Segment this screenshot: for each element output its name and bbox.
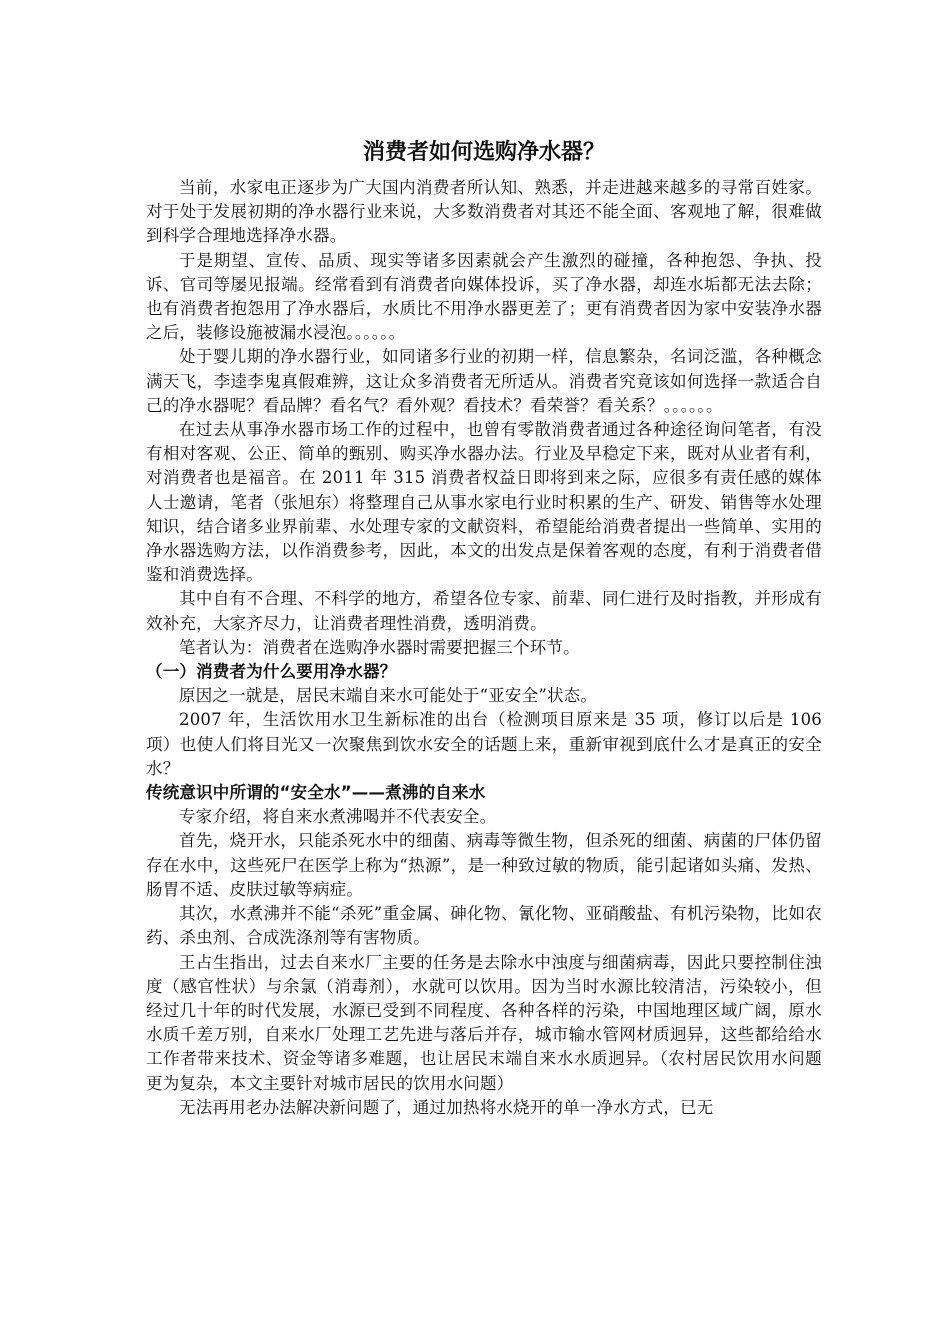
paragraph: 无法再用老办法解决新问题了，通过加热将水烧开的单一净水方式，已无	[179, 1097, 714, 1117]
paragraph: 2007 年，生活饮用水卫生新标准的出台（检测项目原来是 35 项，修订以后是 106 项）也使人们将目光又一次聚焦到饮水安全的话题上来，重新审视到底什么才是真正的安全水？	[146, 710, 822, 778]
paragraph: 其中自有不合理、不科学的地方，希望各位专家、前辈、同仁进行及时指教，并形成有效补充，大家齐尽力，让消费者理性消费，透明消费。	[146, 589, 822, 633]
paragraph: 其次，水煮沸并不能“杀死”重金属、砷化物、氰化物、亚硝酸盐、有机污染物，比如农药、杀虫剂、合成洗涤剂等有害物质。	[146, 904, 822, 948]
paragraph: 原因之一就是，居民末端自来水可能处于“亚安全”状态。	[179, 686, 598, 706]
paragraph: 王占生指出，过去自来水厂主要的任务是去除水中浊度与细菌病毒，因此只要控制住浊度（感官性状）与余氯（消毒剂），水就可以饮用。因为当时水源比较清洁，污染较小，但经过几十年的时代发展，水源已受到不同程度、各种各样的污染，中国地理区域广阔，原水水质千差万别，自来水厂处理工艺先进与落后并存，城市输水管网材质迥异，这些都给给水工作者带来技术、资金等诸多难题，也让居民末端自来水水质迥异。（农村居民饮用水问题更为复杂，本文主要针对城市居民的饮用水问题）	[146, 952, 822, 1093]
document-blocks	[146, 176, 822, 1120]
section-heading: （一）消费者为什么要用净水器？	[146, 662, 397, 682]
paragraph: 专家介绍，将自来水煮沸喝并不代表安全。	[179, 807, 497, 827]
paragraph: 在过去从事净水器市场工作的过程中，也曾有零散消费者通过各种途径询问笔者，有没有相对客观、公正、简单的甄别、购买净水器办法。行业及早稳定下来，既对从业者有利，对消费者也是福音。在 2011 年 315 消费者权益日即将到来之际，应很多有责任感的媒体人士邀请，笔者（张旭东）将整理自己从事水家电行业时积累的生产、研发、销售等水处理知识，结合诸多业界前辈、水处理专家的文献资料，希望能给消费者提出一些简单、实用的净水器选购方法，以作消费参考，因此，本文的出发点是保着客观的态度，有利于消费者借鉴和消费选择。	[146, 420, 822, 585]
paragraph: 于是期望、宣传、品质、现实等诸多因素就会产生激烈的碰撞，各种抱怨、争执、投诉、官司等屡见报端。经常看到有消费者向媒体投诉，买了净水器，却连水垢都无法去除；也有消费者抱怨用了净水器后，水质比不用净水器更差了；更有消费者因为家中安装净水器之后，装修设施被漏水浸泡。。。。。。	[146, 250, 822, 343]
paragraph: 首先，烧开水，只能杀死水中的细菌、病毒等微生物，但杀死的细菌、病菌的尸体仍留存在水中，这些死尸在医学上称为“热源”，是一种致过敏的物质，能引起诸如头痛、发热、肠胃不适、皮肤过敏等病症。	[146, 831, 822, 899]
document-body	[146, 138, 822, 1120]
paragraph: 笔者认为：消费者在选购净水器时需要把握三个环节。	[179, 637, 580, 657]
document-title: 消费者如何选购净水器？	[362, 140, 605, 165]
paragraph: 当前，水家电正逐步为广大国内消费者所认知、熟悉，并走进越来越多的寻常百姓家。对于处于发展初期的净水器行业来说，大多数消费者对其还不能全面、客观地了解，很难做到科学合理地选择净水器。	[146, 178, 822, 246]
paragraph: 处于婴儿期的净水器行业，如同诸多行业的初期一样，信息繁杂，名词泛滥，各种概念满天飞，李逵李鬼真假难辨，这让众多消费者无所适从。消费者究竟该如何选择一款适合自己的净水器呢？看品牌？看名气？看外观？看技术？看荣誉？看关系？。。。。。。	[146, 347, 822, 415]
section-heading: 传统意识中所谓的“安全水”——煮沸的自来水	[146, 783, 486, 803]
